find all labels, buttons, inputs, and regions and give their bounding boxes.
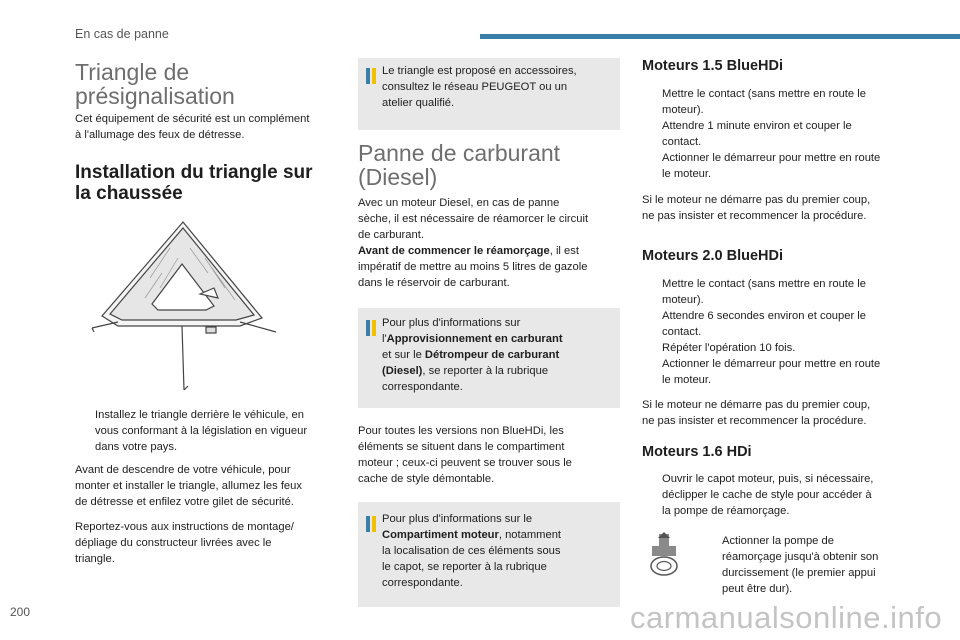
fuel-info-note	[358, 308, 620, 408]
text-line: Pour plus d'informations sur	[382, 317, 521, 329]
col1-paragraph-1	[75, 462, 345, 510]
text-line: triangle.	[75, 553, 115, 565]
text-line: ne pas insister et recommencer la procédure.	[642, 415, 867, 427]
text-line: Ouvrir le capot moteur, puis, si nécessaire,	[662, 473, 874, 485]
text-line: atelier qualifié.	[382, 97, 455, 109]
header-accent-bar	[480, 34, 960, 39]
bullet-line: dans votre pays.	[95, 441, 178, 453]
col1-paragraph-2	[75, 519, 345, 567]
engine-compartment-note	[358, 502, 620, 607]
text-line: déclipper le cache de style pour accéder à	[662, 489, 872, 501]
text-line: correspondante.	[382, 381, 463, 393]
text-line: Actionner la pompe de	[722, 535, 834, 547]
text-line: Le triangle est proposé en accessoires,	[382, 65, 577, 77]
text-line: le capot, se reporter à la rubrique	[382, 561, 547, 573]
step-item	[642, 276, 912, 308]
section-title-line: Panne de carburant	[358, 140, 561, 166]
step-item	[642, 308, 912, 340]
bullet-line: vous conformant à la législation en vigueur	[95, 425, 308, 437]
bluehdi15-retry-note	[642, 192, 912, 224]
text-line: de carburant.	[358, 229, 424, 241]
text-line	[382, 527, 612, 543]
text-line: Reportez-vous aux instructions de montage/	[75, 521, 294, 533]
text-line: moteur).	[662, 104, 704, 116]
text-line: Pour plus d'informations sur le	[382, 513, 533, 525]
watermark-text: carmanualsonline.info	[630, 600, 943, 635]
note-text	[382, 63, 612, 111]
text-line: le moteur.	[662, 374, 712, 386]
bullet-line: Installez le triangle derrière le véhicule, en	[95, 409, 304, 421]
text-line: contact.	[662, 326, 702, 338]
note-yellow-marker	[372, 68, 376, 84]
heading-16-hdi: Moteurs 1.6 HDi	[642, 444, 752, 460]
text-line: Actionner le démarreur pour mettre en route	[662, 358, 881, 370]
installation-heading	[75, 162, 345, 204]
bluehdi20-steps	[642, 276, 912, 388]
text-line: Si le moteur ne démarre pas du premier coup,	[642, 194, 871, 206]
text-line: consultez le réseau PEUGEOT ou un	[382, 81, 568, 93]
text-line: Si le moteur ne démarre pas du premier coup,	[642, 399, 871, 411]
note-blue-marker	[366, 68, 370, 84]
section-title-line: (Diesel)	[358, 164, 438, 190]
text-span: l'	[382, 333, 387, 345]
text-span: et sur le	[382, 349, 425, 361]
col1-title	[75, 60, 345, 108]
page-title-line2: présignalisation	[75, 83, 235, 109]
text-span: , se reporter à la rubrique	[422, 365, 549, 377]
bold-text: Détrompeur de carburant	[424, 349, 560, 361]
text-line: éléments se situent dans le compartiment	[358, 441, 565, 453]
note-text	[382, 511, 612, 591]
install-bullet	[75, 407, 365, 455]
text-line: impératif de mettre au moins 5 litres de gazole	[358, 261, 588, 273]
text-line: Répéter l'opération 10 fois.	[662, 342, 796, 354]
text-line: dépliage du constructeur livrées avec le	[75, 537, 272, 549]
text-line: monter et installer le triangle, allumez les feux	[75, 480, 302, 492]
accessory-note	[358, 58, 620, 130]
text-line: le moteur.	[662, 168, 712, 180]
fuel-intro	[358, 195, 620, 291]
text-line	[358, 243, 620, 259]
step-item	[642, 356, 912, 388]
note-blue-marker	[366, 516, 370, 532]
priming-pump-icon	[644, 532, 684, 578]
step-item	[642, 471, 912, 519]
bold-text: Approvisionnement en carburant	[386, 333, 563, 345]
warning-triangle-illustration	[90, 218, 280, 394]
text-line	[382, 347, 612, 363]
text-line: correspondante.	[382, 577, 463, 589]
text-line: Avec un moteur Diesel, en cas de panne	[358, 197, 560, 209]
text-line: Mettre le contact (sans mettre en route le	[662, 88, 866, 100]
text-line: contact.	[662, 136, 702, 148]
text-line: réamorçage jusqu'à obtenir son	[722, 551, 879, 563]
fuel-section-title	[358, 141, 620, 189]
text-line: Avant de descendre de votre véhicule, pour	[75, 464, 291, 476]
page-title-line1: Triangle de	[75, 59, 190, 85]
text-line: ne pas insister et recommencer la procédure.	[642, 210, 867, 222]
bold-text: Compartiment moteur	[382, 529, 499, 541]
note-yellow-marker	[372, 516, 376, 532]
pump-step	[702, 533, 902, 597]
heading-20-bluehdi: Moteurs 2.0 BlueHDi	[642, 248, 783, 264]
text-line: la pompe de réamorçage.	[662, 505, 790, 517]
step-item	[642, 340, 912, 356]
col1-intro	[75, 111, 345, 143]
page-number: 200	[10, 605, 31, 619]
bold-text: Avant de commencer le réamorçage	[358, 245, 550, 257]
step-item	[642, 118, 912, 150]
bluehdi20-retry-note	[642, 397, 912, 429]
text-line: la localisation de ces éléments sous	[382, 545, 561, 557]
text-line: de détresse et enfilez votre gilet de sécurité.	[75, 496, 294, 508]
text-line: sèche, il est nécessaire de réamorcer le circuit	[358, 213, 589, 225]
text-span: , notamment	[498, 529, 562, 541]
text-line	[382, 331, 612, 347]
fuel-components-text	[358, 423, 620, 487]
bluehdi15-steps	[642, 86, 912, 182]
text-line: peut être dur).	[722, 583, 793, 595]
step-item	[642, 150, 912, 182]
step-item	[642, 86, 912, 118]
step-item	[702, 533, 902, 597]
heading-line: la chaussée	[75, 183, 183, 204]
bold-text: (Diesel)	[382, 365, 423, 377]
heading-line: Installation du triangle sur	[75, 162, 313, 183]
hdi16-steps	[642, 471, 912, 519]
text-line: durcissement (le premier appui	[722, 567, 876, 579]
text-line: Attendre 6 secondes environ et couper le	[662, 310, 866, 322]
intro-text-line: à l'allumage des feux de détresse.	[75, 129, 245, 141]
text-line: Pour toutes les versions non BlueHDi, les	[358, 425, 564, 437]
note-text	[382, 315, 612, 395]
text-line: cache de style démontable.	[358, 473, 495, 485]
heading-15-bluehdi: Moteurs 1.5 BlueHDi	[642, 58, 783, 74]
text-line	[382, 363, 612, 379]
text-line: moteur ; ceux-ci peuvent se trouver sous le	[358, 457, 572, 469]
text-line: moteur).	[662, 294, 704, 306]
text-line: Attendre 1 minute environ et couper le	[662, 120, 852, 132]
intro-text-line: Cet équipement de sécurité est un complément	[75, 113, 310, 125]
text-line: Actionner le démarreur pour mettre en route	[662, 152, 881, 164]
section-header: En cas de panne	[75, 27, 169, 41]
text-line: dans le réservoir de carburant.	[358, 277, 510, 289]
note-yellow-marker	[372, 320, 376, 336]
text-line: Mettre le contact (sans mettre en route le	[662, 278, 866, 290]
note-blue-marker	[366, 320, 370, 336]
text-span: , il est	[549, 245, 579, 257]
